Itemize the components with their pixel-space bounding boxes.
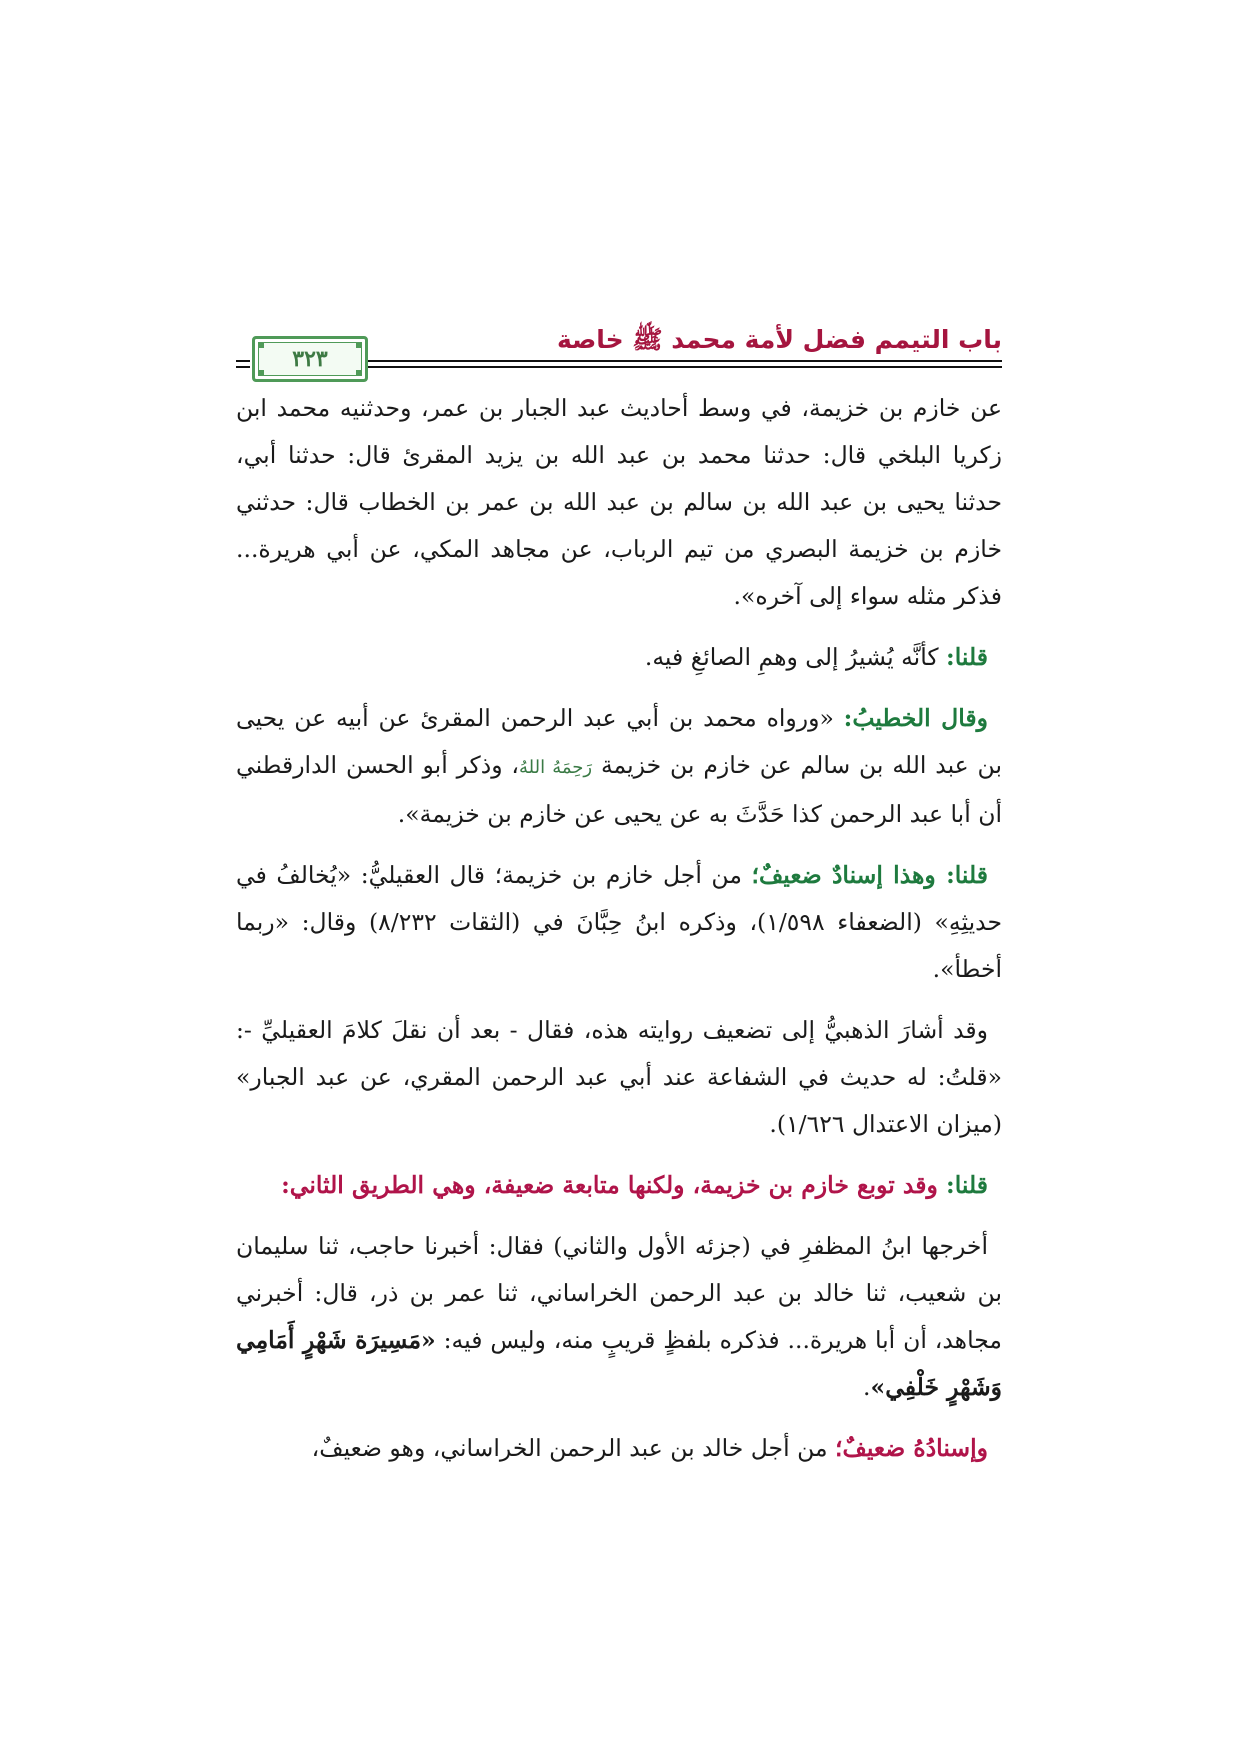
- page-number-frame: [252, 336, 368, 382]
- paragraph-6: [236, 1162, 1002, 1209]
- paragraph-3-text-a: «ورواه محمد بن أبي عبد الرحمن المقرئ عن أبيه عن يحيى بن عبد الله بن سالم عن خازم بن خزيمة: [236, 704, 1002, 779]
- frame-ornament-icon: [258, 370, 264, 376]
- hadith-quote: «مَسِيرَة شَهْرٍ أَمَامِي وَشَهْرٍ خَلْفِي»: [236, 1326, 1002, 1401]
- running-title: باب التيمم فضل لأمة محمد ﷺ خاصة: [556, 325, 1002, 354]
- page-header: [236, 318, 1002, 380]
- weak-chain-highlight-2: وإسنادُهُ ضعيفٌ؛: [835, 1434, 988, 1462]
- header-rule-left-bottom: [236, 366, 250, 368]
- paragraph-2: [236, 634, 1002, 681]
- paragraph-1: عن خازم بن خزيمة، في وسط أحاديث عبد الجبار بن عمر، وحدثنيه محمد ابن زكريا البلخي قال: حدثنا محمد بن عبد الله بن يزيد المقرئ قال: حدثنا أبي، حدثنا يحيى بن عبد الله بن سالم بن عبد الله بن عمر بن الخطاب قال: حدثني خازم بن خزيمة البصري من تيم الرباب، عن مجاهد المكي، عن أبي هريرة... فذكر مثله سواء إلى آخره».: [236, 394, 1002, 610]
- paragraph-3-text-b: ، وذكر أبو الحسن الدارقطني أن أبا عبد الرحمن كذا حَدَّثَ به عن يحيى عن خازم بن خزيمة».: [236, 751, 1002, 828]
- page-number: ٣٢٣: [292, 346, 328, 372]
- paragraph-7: [236, 1223, 1002, 1411]
- honorific-glyph: رَحِمَهُ اللهُ: [519, 757, 593, 778]
- paragraph-8: [236, 1425, 1002, 1472]
- paragraph-7-end: .: [863, 1373, 871, 1401]
- second-route-highlight: وقد توبع خازم بن خزيمة، ولكنها متابعة ضعيفة، وهي الطريق الثاني:: [281, 1171, 947, 1199]
- paragraph-5: وقد أشارَ الذهبيُّ إلى تضعيف روايته هذه، فقال - بعد أن نقلَ كلامَ العقيليِّ -: «قلتُ: له حديث في الشفاعة عند أبي عبد الرحمن المقري، عن عبد الجبار» (ميزان الاعتدال ١/٦٢٦).: [236, 1016, 1002, 1138]
- frame-ornament-icon: [356, 342, 362, 348]
- header-rule-top: [368, 360, 1002, 362]
- qulna-label: قلنا:: [946, 1171, 988, 1199]
- qulna-label: قلنا:: [946, 861, 989, 889]
- frame-ornament-icon: [356, 370, 362, 376]
- khatib-label: وقال الخطيبُ:: [843, 704, 988, 732]
- header-rule-left-top: [236, 360, 250, 362]
- header-rule-bottom: [368, 366, 1002, 368]
- qulna-label: قلنا:: [946, 643, 988, 671]
- paragraph-4-text: من أجل خازم بن خزيمة؛ قال العقيليُّ: «يُخالفُ في حديثِهِ» (الضعفاء ١/٥٩٨)، وذكره ابنُ حِبَّانَ في (الثقات ٨/٢٣٢) وقال: «ربما أخطأ».: [236, 861, 1002, 983]
- paragraph-8-text: من أجل خالد بن عبد الرحمن الخراساني، وهو ضعيفٌ،: [311, 1434, 836, 1462]
- paragraph-4: [236, 852, 1002, 993]
- paragraph-2-text: كأنَّه يُشيرُ إلى وهمِ الصائغِ فيه.: [644, 643, 947, 671]
- weak-chain-highlight: وهذا إسنادٌ ضعيفٌ؛: [751, 861, 947, 889]
- paragraph-7-text: أخرجها ابنُ المظفرِ في (جزئه الأول والثاني) فقال: أخبرنا حاجب، ثنا سليمان بن شعيب، ثنا خالد بن عبد الرحمن الخراساني، ثنا عمر بن ذر، قال: أخبرني مجاهد، أن أبا هريرة... فذكره بلفظٍ قريبٍ منه، وليس فيه:: [236, 1232, 1002, 1354]
- frame-ornament-icon: [258, 342, 264, 348]
- main-text: [236, 385, 1002, 1472]
- paragraph-3: [236, 695, 1002, 838]
